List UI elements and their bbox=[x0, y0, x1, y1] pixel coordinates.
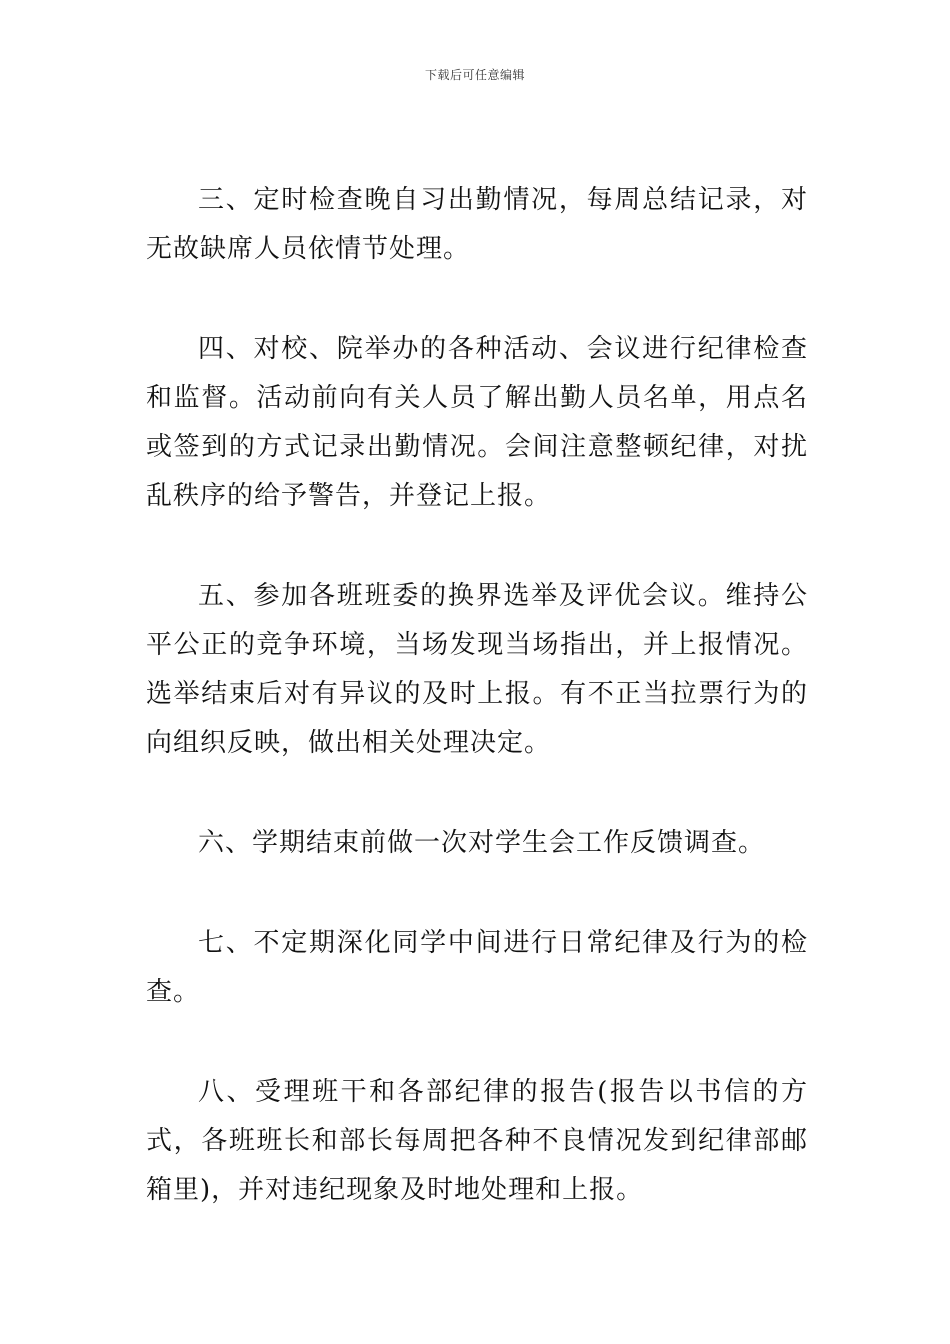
page-header: 下载后可任意编辑 bbox=[424, 68, 525, 82]
paragraph-item-7: 七、不定期深化同学中间进行日常纪律及行为的检查。 bbox=[146, 928, 808, 1007]
paragraph-item-8: 八、受理班干和各部纪律的报告(报告以书信的方式，各班班长和部长每周把各种不良情况发到纪律部邮箱里)，并对违纪现象及时地处理和上报。 bbox=[146, 1077, 808, 1205]
paragraph-item-5: 五、参加各班班委的换界选举及评优会议。维持公平公正的竞争环境，当场发现当场指出，并上报情况。选举结束后对有异议的及时上报。有不正当拉票行为的向组织反映，做出相关处理决定。 bbox=[146, 581, 808, 758]
document-body bbox=[146, 176, 808, 1266]
paragraph-item-3: 三、定时检查晚自习出勤情况，每周总结记录，对无故缺席人员依情节处理。 bbox=[146, 185, 808, 264]
paragraph-item-6: 六、学期结束前做一次对学生会工作反馈调查。 bbox=[198, 828, 766, 858]
paragraph-item-4: 四、对校、院举办的各种活动、会议进行纪律检查和监督。活动前向有关人员了解出勤人员名单，用点名或签到的方式记录出勤情况。会间注意整顿纪律，对扰乱秩序的给予警告，并登记上报。 bbox=[146, 334, 808, 511]
